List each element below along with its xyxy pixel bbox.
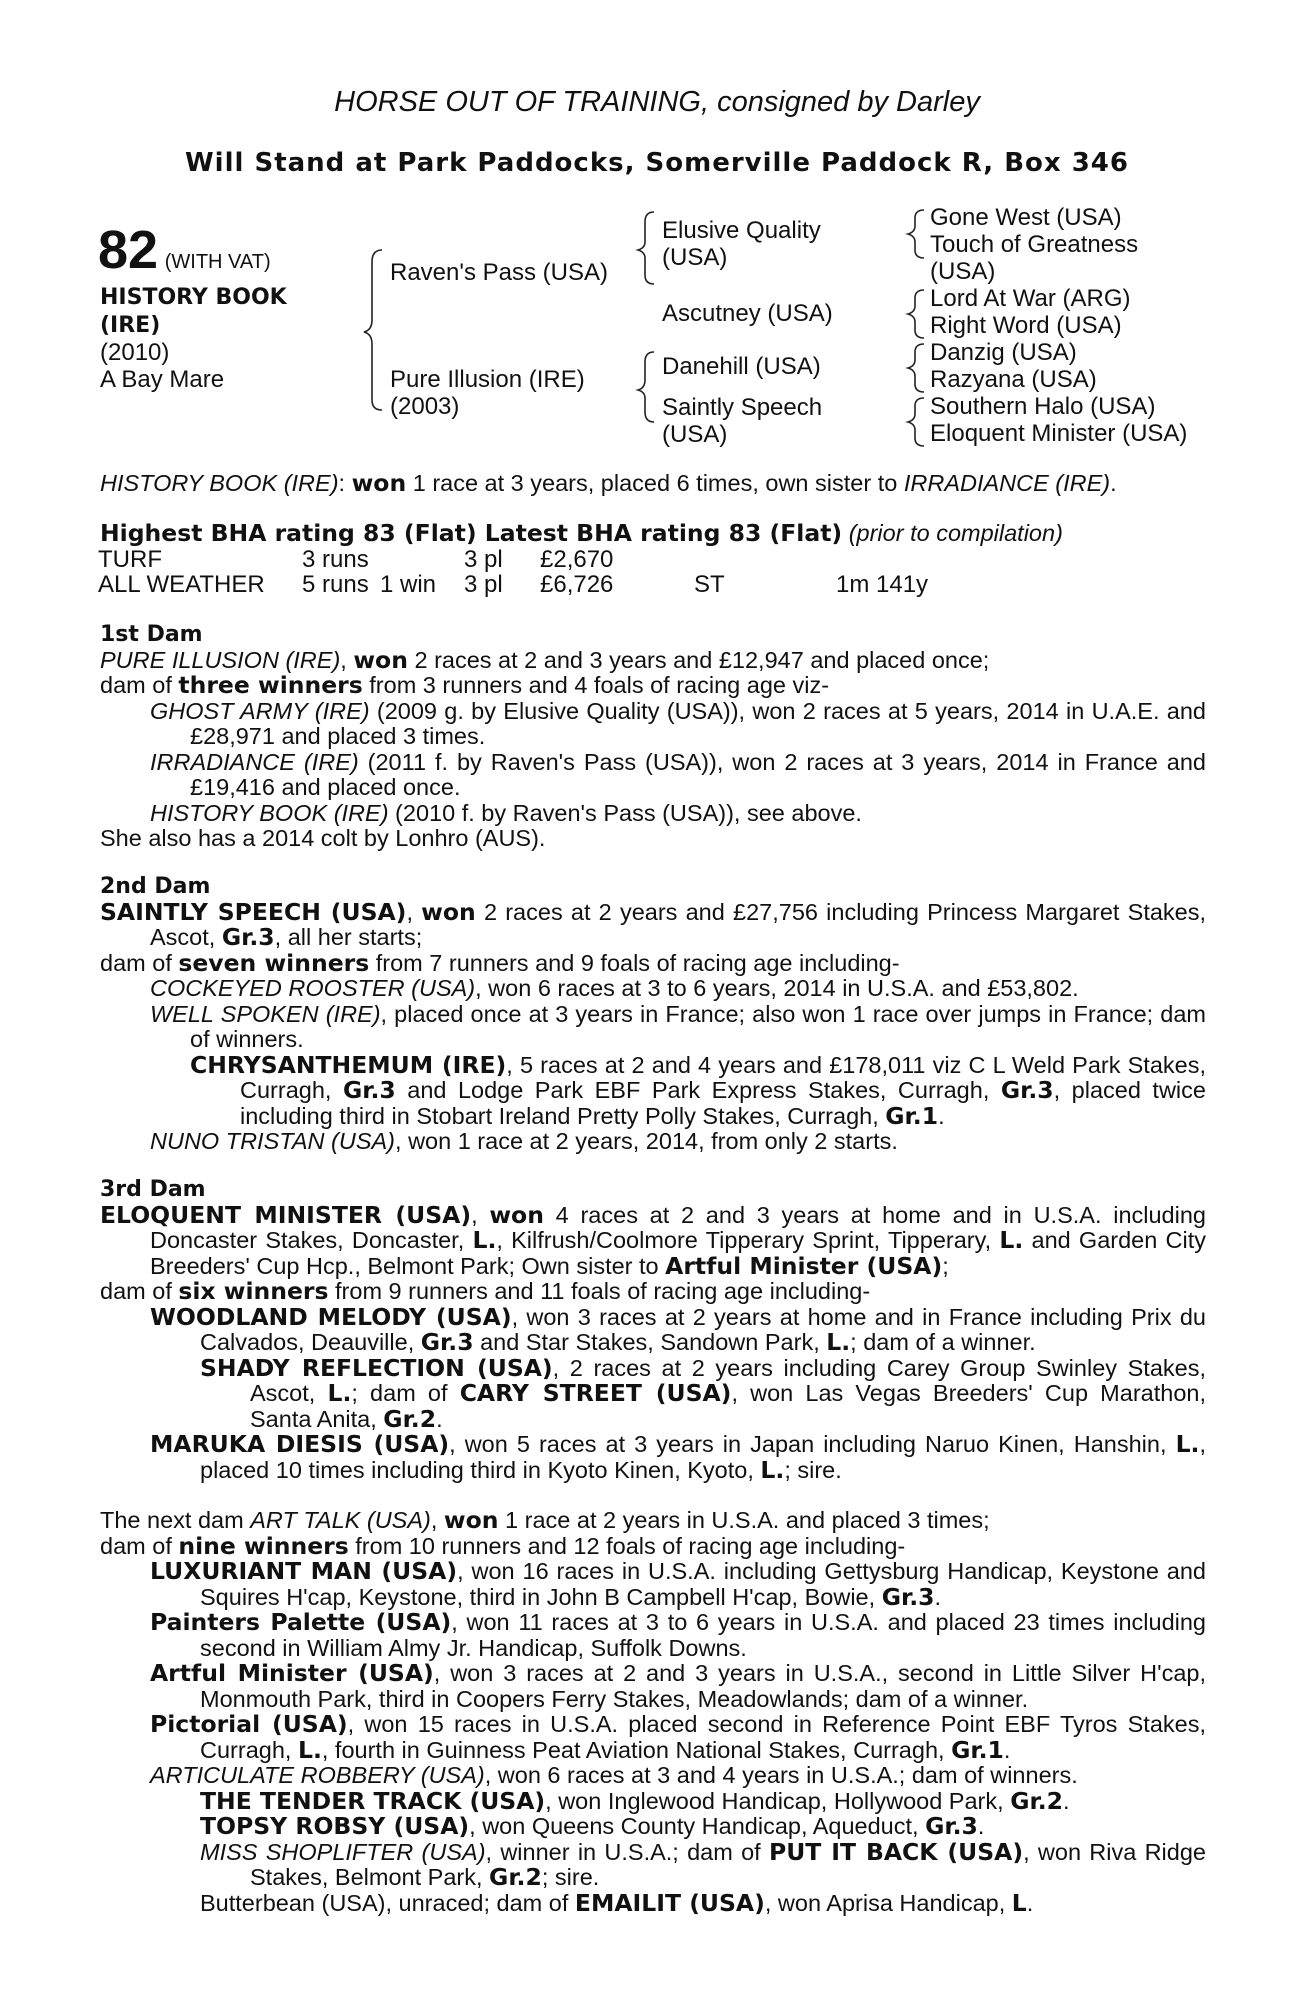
consignment-line: HORSE OUT OF TRAINING, consigned by Darley	[334, 86, 980, 118]
dam-line: The next dam ART TALK (USA), won 1 race at 2 years in U.S.A. and placed 3 times;	[100, 1506, 990, 1534]
summary-sep: :	[338, 470, 352, 496]
summary-sister: IRRADIANCE (IRE)	[903, 470, 1111, 496]
stat-distance: 1m 141y	[836, 571, 929, 598]
sds: Lord At War (ARG)	[930, 285, 1131, 312]
dds: Southern Halo (USA)	[930, 393, 1156, 420]
rating-text: Highest BHA rating 83 (Flat) Latest BHA rating 83 (Flat)	[100, 519, 843, 547]
dam-year: (2003)	[390, 393, 460, 420]
offspring-entry: NUNO TRISTAN (USA), won 1 race at 2 years, 2014, from only 2 starts.	[150, 1128, 898, 1154]
produce-line: dam of nine winners from 10 runners and 12 foals of racing age including-	[100, 1531, 906, 1560]
offspring-entry: WOODLAND MELODY (USA), won 3 races at 2 years at home and in France including Prix du Calvados, Deauville, Gr.3 and Star Stakes, Sandown Park, L.; dam of a winner.	[150, 1302, 1206, 1356]
stat-distance	[836, 547, 928, 572]
horse-name: HISTORY BOOK	[100, 285, 287, 310]
grandoffspring-entry: Butterbean (USA), unraced; dam of EMAILIT (USA), won Aprisa Handicap, L.	[200, 1888, 1034, 1917]
offspring-entry: IRRADIANCE (IRE) (2011 f. by Raven's Pass (USA)), won 2 races at 3 years, 2014 in France and £19,416 and placed once.	[150, 748, 1206, 800]
dam-dam-origin: (USA)	[662, 421, 728, 448]
dam: Pure Illusion (IRE)	[390, 366, 585, 393]
first-dam-section	[100, 622, 1206, 852]
race-summary	[100, 471, 1206, 497]
dam-dam: Saintly Speech	[662, 394, 823, 421]
grandoffspring-entry: THE TENDER TRACK (USA), won Inglewood Handicap, Hollywood Park, Gr.2.	[200, 1786, 1070, 1815]
horse-description: A Bay Mare	[100, 366, 225, 393]
stat-placed: 3 pl	[464, 571, 503, 598]
summary-end: .	[1110, 470, 1117, 496]
sire-sire-origin: (USA)	[662, 244, 728, 271]
summary-won: won	[351, 469, 407, 497]
produce-line: dam of six winners from 9 runners and 11 foals of racing age including-	[100, 1277, 871, 1305]
section-heading: 3rd Dam	[100, 1177, 206, 1202]
offspring-entry: MARUKA DIESIS (USA), won 5 races at 3 years in Japan including Naruo Kinen, Hanshin, L., placed 10 times including third in Kyoto Kinen, Kyoto, L.; sire.	[150, 1430, 1206, 1484]
offspring-entry: ARTICULATE ROBBERY (USA), won 6 races at 3 and 4 years in U.S.A.; dam of winners.	[150, 1762, 1078, 1788]
ddd: Eloquent Minister (USA)	[930, 420, 1188, 447]
ssd: Touch of Greatness	[930, 231, 1139, 258]
offspring-entry: LUXURIANT MAN (USA), won 16 races in U.S.A. including Gettysburg Handicap, Keystone and Squires H'cap, Keystone, third in John B Campbell H'cap, Bowie, Gr.3.	[150, 1557, 1206, 1611]
lot-number: 82	[98, 220, 159, 280]
offspring-entry: HISTORY BOOK (IRE) (2010 f. by Raven's Pass (USA)), see above.	[150, 799, 862, 826]
grandoffspring-entry: TOPSY ROBSY (USA), won Queens County Handicap, Aqueduct, Gr.3.	[200, 1812, 985, 1840]
dam-note: She also has a 2014 colt by Lonhro (AUS).	[100, 825, 546, 851]
second-dam-section	[100, 874, 1206, 1155]
offspring-entry: Artful Minister (USA), won 3 races at 2 and 3 years in U.S.A., second in Little Silver H'cap, Monmouth Park, third in Coopers Ferry Stakes, Meadowlands; dam of a winner.	[150, 1659, 1206, 1712]
stat-going: ST	[694, 571, 725, 598]
offspring-entry: WELL SPOKEN (IRE), placed once at 3 years in France; also won 1 race over jumps in France; dam of winners.	[150, 1000, 1207, 1052]
stat-prize: £6,726	[540, 571, 614, 598]
stat-surface: TURF	[98, 546, 162, 573]
sdd: Right Word (USA)	[930, 312, 1122, 339]
stat-wins	[380, 547, 464, 572]
race-record-table	[98, 547, 928, 597]
summary-name: HISTORY BOOK (IRE)	[100, 470, 339, 496]
section-heading: 1st Dam	[100, 622, 203, 647]
stat-runs: 3 runs	[302, 546, 369, 573]
stat-surface: ALL WEATHER	[98, 571, 265, 598]
dam-line: ELOQUENT MINISTER (USA), won 4 races at 2 and 3 years at home and in U.S.A. including Doncaster Stakes, Doncaster, L., Kilfrush/Coolmore Tipperary Sprint, Tipperary, L. and Garden City Breeders' Cup Hcp., Belmont Park; Own sister to Artful Minister (USA);	[100, 1200, 1206, 1280]
bha-rating	[100, 521, 1206, 547]
ssd-origin: (USA)	[930, 258, 996, 285]
fourth-dam-section	[100, 1508, 1206, 1916]
dss: Danzig (USA)	[930, 339, 1077, 366]
dam-line: PURE ILLUSION (IRE), won 2 races at 2 and 3 years and £12,947 and placed once;	[100, 645, 990, 674]
summary-text: 1 race at 3 years, placed 6 times, own sister to	[406, 470, 904, 496]
table-row	[98, 547, 928, 572]
sire-sire: Elusive Quality	[662, 217, 821, 244]
stat-going	[694, 547, 836, 572]
dam-sire: Danehill (USA)	[662, 353, 821, 380]
stand-location: Will Stand at Park Paddocks, Somerville Paddock R, Box 346	[185, 148, 1129, 178]
produce-line: dam of seven winners from 7 runners and 9 foals of racing age including-	[100, 948, 900, 977]
foaling-year: (2010)	[100, 339, 170, 366]
section-heading: 2nd Dam	[100, 874, 211, 899]
grandoffspring-entry: SHADY REFLECTION (USA), 2 races at 2 years including Carey Group Swinley Stakes, Ascot, L.; dam of CARY STREET (USA), won Las Vegas Breeders' Cup Marathon, Santa Anita, Gr.2.	[200, 1353, 1206, 1433]
dsd: Razyana (USA)	[930, 366, 1097, 393]
vat-note: (WITH VAT)	[164, 251, 271, 273]
stat-placed: 3 pl	[464, 546, 503, 573]
offspring-entry: COCKEYED ROOSTER (USA), won 6 races at 3 to 6 years, 2014 in U.S.A. and £53,802.	[150, 975, 1079, 1001]
grandoffspring-entry: CHRYSANTHEMUM (IRE), 5 races at 2 and 4 years and £178,011 viz C L Weld Park Stakes, Curragh, Gr.3 and Lodge Park EBF Park Express Stakes, Curragh, Gr.3, placed twice including third in Stobart Ireland Pretty Polly Stakes, Curragh, Gr.1.	[190, 1050, 1206, 1130]
offspring-entry: Pictorial (USA), won 15 races in U.S.A. placed second in Reference Point EBF Tyros Stakes, Curragh, L., fourth in Guinness Peat Aviation National Stakes, Curragh, Gr.1.	[150, 1710, 1206, 1764]
produce-line: dam of three winners from 3 runners and 4 foals of racing age viz-	[100, 671, 830, 699]
third-dam-section	[100, 1177, 1206, 1483]
sss: Gone West (USA)	[930, 204, 1122, 231]
stat-prize: £2,670	[540, 546, 614, 573]
offspring-entry: Painters Palette (USA), won 11 races at 3 to 6 years in U.S.A. and placed 23 times including second in William Almy Jr. Handicap, Suffolk Downs.	[150, 1608, 1206, 1661]
offspring-entry: GHOST ARMY (IRE) (2009 g. by Elusive Quality (USA)), won 2 races at 5 years, 2014 in U.A.E. and £28,971 and placed 3 times.	[150, 697, 1206, 749]
stat-runs: 5 runs	[302, 571, 369, 598]
sire-dam: Ascutney (USA)	[662, 300, 833, 327]
dam-line: SAINTLY SPEECH (USA), won 2 races at 2 years and £27,756 including Princess Margaret Stakes, Ascot, Gr.3, all her starts;	[100, 897, 1207, 951]
table-row	[98, 572, 928, 597]
horse-origin: (IRE)	[100, 313, 161, 338]
sire: Raven's Pass (USA)	[390, 259, 608, 286]
stat-wins: 1 win	[380, 571, 437, 598]
rating-note: (prior to compilation)	[848, 520, 1063, 546]
grandoffspring-entry: MISS SHOPLIFTER (USA), winner in U.S.A.; dam of PUT IT BACK (USA), won Riva Ridge Stakes, Belmont Park, Gr.2; sire.	[200, 1837, 1206, 1891]
